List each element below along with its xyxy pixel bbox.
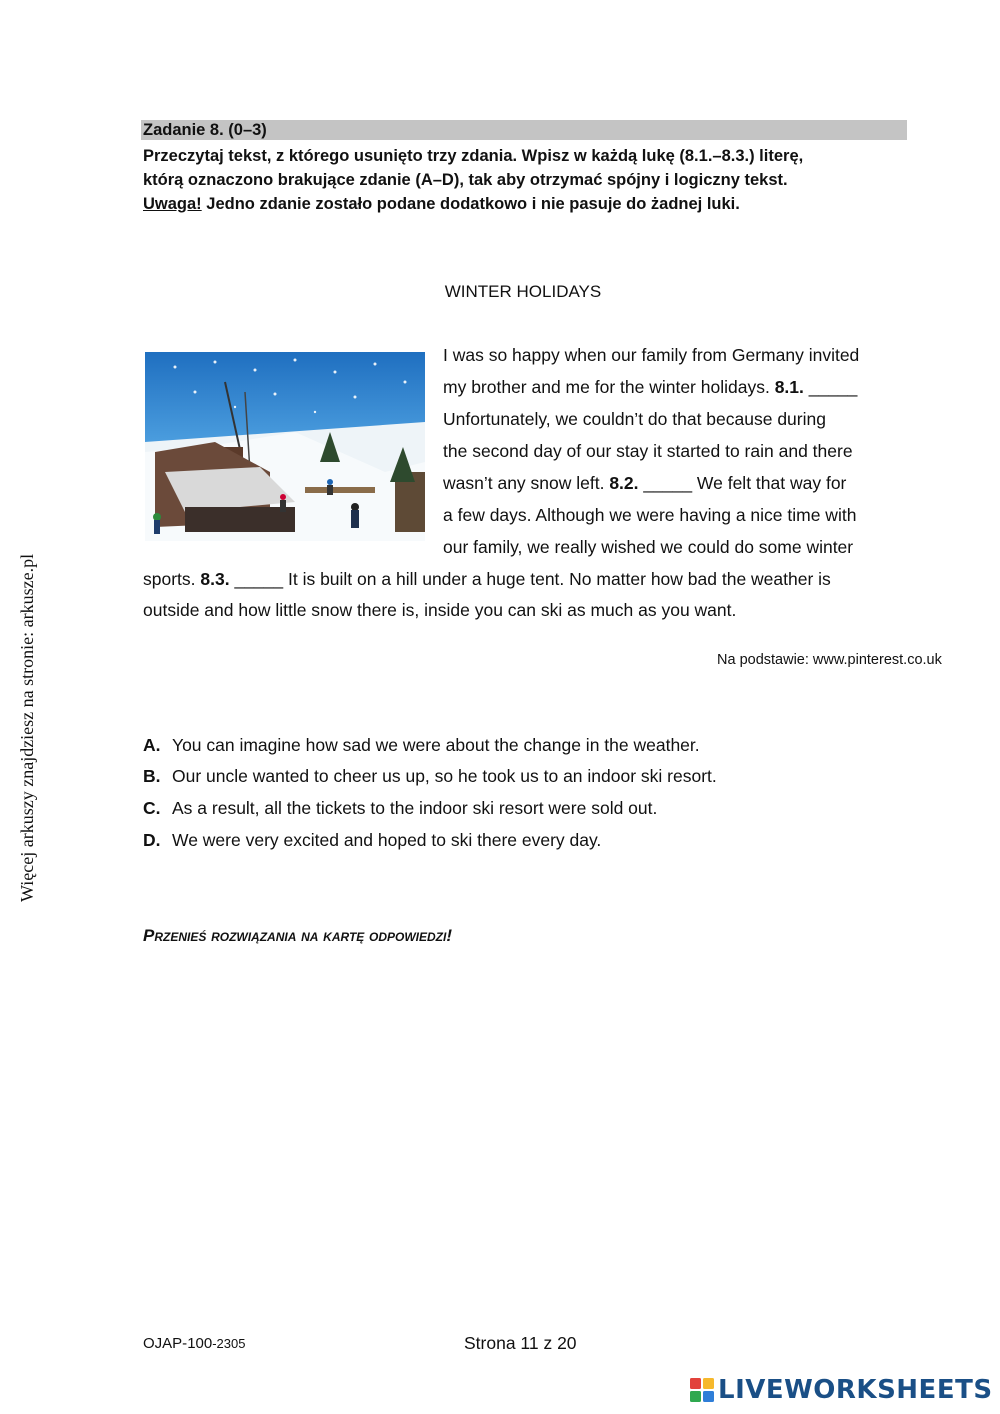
text-line-5 [443, 472, 846, 494]
gap-8-2-blank[interactable]: _____ We felt that way for [638, 473, 847, 493]
gap-8-2-label: 8.2. [609, 473, 639, 493]
task-header: Zadanie 8. (0–3) [141, 120, 907, 140]
page-number: Strona 11 z 20 [464, 1333, 577, 1353]
text-line-2 [443, 376, 857, 398]
text-line-1: I was so happy when our family from Germany invited [443, 345, 860, 365]
instruction-line-2: którą oznaczono brakujące zdanie (A–D), tak aby otrzymać spójny i logiczny tekst. [143, 171, 788, 189]
gap-8-3-blank[interactable]: _____ It is built on a hill under a huge tent. No matter how bad the weather is [229, 569, 831, 589]
uwaga-label: Uwaga! [143, 195, 202, 213]
option-letter: A. [143, 735, 161, 755]
instruction-line-1: Przeczytaj tekst, z którego usunięto trzy zdania. Wpisz w każdą lukę (8.1.–8.3.) literę, [143, 147, 804, 165]
option-a[interactable] [143, 734, 700, 756]
task-instructions [143, 144, 913, 216]
option-text: You can imagine how sad we were about the change in the weather. [172, 735, 700, 755]
text-title: WINTER HOLIDAYS [444, 282, 602, 301]
text-line-9: outside and how little snow there is, inside you can ski as much as you want. [143, 600, 737, 620]
text-line-3: Unfortunately, we couldn’t do that because during [443, 409, 826, 429]
exam-code [143, 1335, 245, 1352]
option-letter: D. [143, 830, 161, 850]
transfer-answers-note: Przenieś rozwiązania na kartę odpowiedzi! [143, 926, 452, 945]
option-c[interactable] [143, 797, 657, 819]
text-line-4: the second day of our stay it started to rain and there [443, 441, 853, 461]
gap-8-1-blank[interactable]: _____ [803, 377, 858, 397]
option-letter: C. [143, 798, 161, 818]
option-b[interactable] [143, 765, 717, 787]
source-note: Na podstawie: www.pinterest.co.uk [717, 652, 942, 668]
gap-8-1-label: 8.1. [774, 377, 804, 397]
exam-code-prefix: OJAP- [143, 1335, 188, 1352]
text-line-5-start: wasn’t any snow left. [443, 473, 610, 493]
liveworksheets-brand-text: LIVEWORKSHEETS [718, 1375, 993, 1405]
option-text: We were very excited and hoped to ski there every day. [172, 830, 602, 850]
liveworksheets-logo[interactable] [690, 1375, 993, 1405]
gap-8-3-label: 8.3. [200, 569, 230, 589]
instruction-line-3 [143, 192, 913, 216]
option-d[interactable] [143, 829, 601, 851]
option-text: As a result, all the tickets to the indoor ski resort were sold out. [172, 798, 658, 818]
option-text: Our uncle wanted to cheer us up, so he took us to an indoor ski resort. [172, 766, 717, 786]
text-line-7: our family, we really wished we could do some winter [443, 537, 854, 557]
exam-code-number: 100 [187, 1335, 213, 1352]
text-line-2-start: my brother and me for the winter holidays. [443, 377, 775, 397]
text-line-6: a few days. Although we were having a nice time with [443, 505, 857, 525]
text-line-8-start: sports. [143, 569, 201, 589]
indoor-ski-resort-photo [145, 352, 425, 541]
side-watermark-text: Więcej arkuszy znajdziesz na stronie: arkusze.pl [17, 553, 37, 902]
liveworksheets-icon [690, 1378, 714, 1402]
text-line-8 [143, 568, 831, 590]
instruction-line-3-text: Jedno zdanie zostało podane dodatkowo i nie pasuje do żadnej luki. [201, 195, 740, 213]
exam-code-suffix: -2305 [212, 1336, 246, 1351]
option-letter: B. [143, 766, 161, 786]
